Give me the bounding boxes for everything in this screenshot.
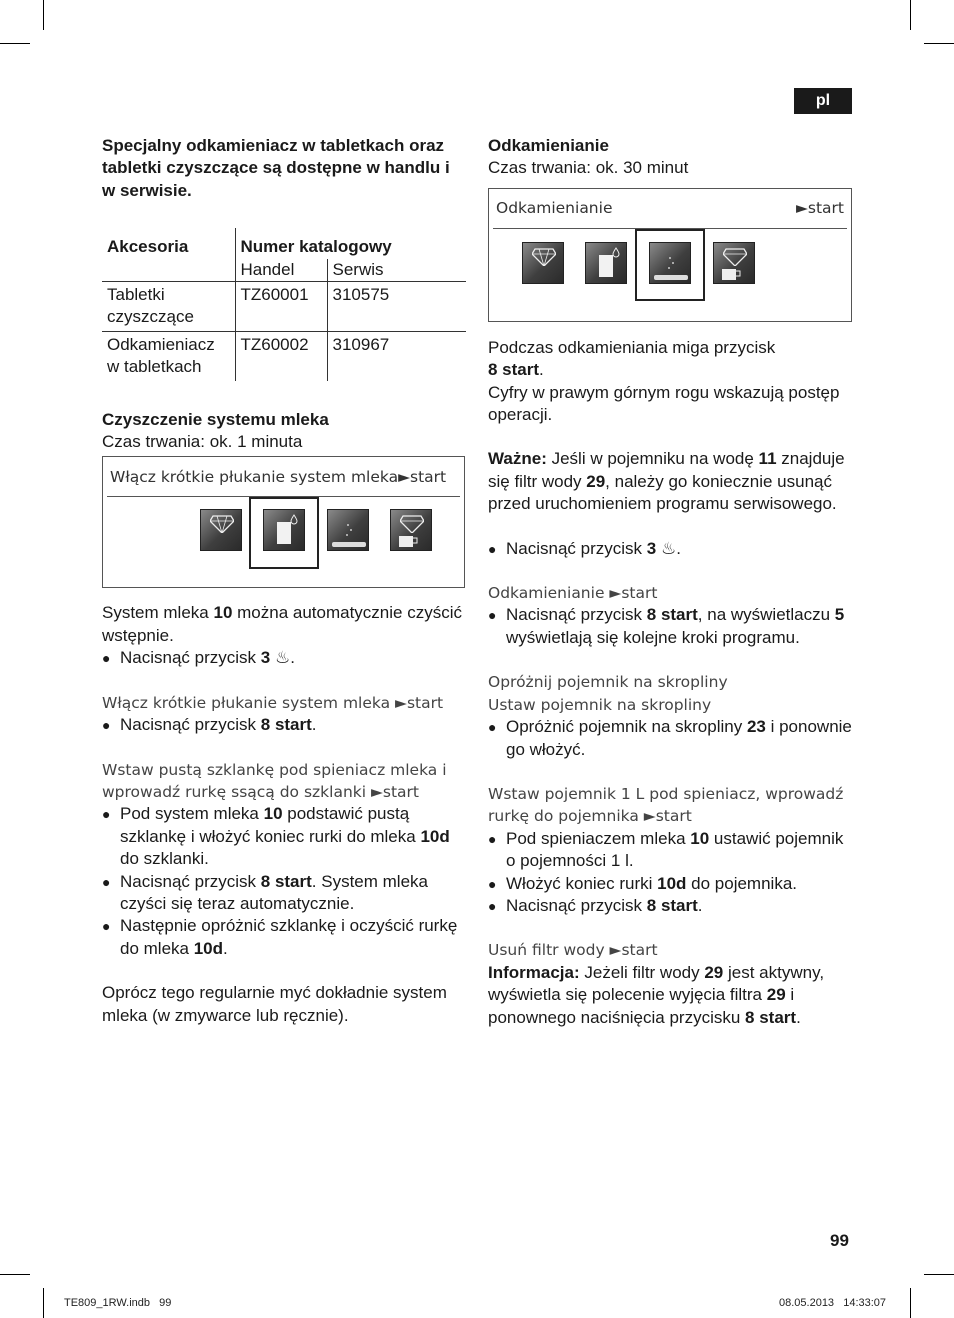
list-item: ● Nacisnąć przycisk 8 start. System mleka czyści się teraz automatycznie. bbox=[102, 871, 467, 916]
descale-icon bbox=[200, 509, 242, 551]
milk-glass-icon bbox=[263, 509, 305, 551]
progress-note: Cyfry w prawym górnym rogu wskazują postęp operacji. bbox=[488, 382, 840, 425]
crop-mark bbox=[43, 0, 44, 30]
table-subheader-serwis: Serwis bbox=[327, 259, 466, 282]
closing-paragraph: Oprócz tego regularnie myć dokładnie system mleka (w zmywarce lub ręcznie). bbox=[102, 983, 447, 1025]
diamond-cup-icon bbox=[390, 509, 432, 551]
list-item: ● Włożyć koniec rurki 10d do pojemnika. bbox=[488, 873, 853, 895]
panel-text: Odkamienianie bbox=[496, 199, 613, 218]
list-item: ● Nacisnąć przycisk 8 start. bbox=[488, 895, 853, 917]
milk-heading: Czyszczenie systemu mleka bbox=[102, 409, 329, 429]
list-item: ● Nacisnąć przycisk 3 ♨. bbox=[102, 647, 467, 669]
list-item: ● Nacisnąć przycisk 8 start. bbox=[102, 714, 467, 736]
crop-mark bbox=[43, 1288, 44, 1318]
descale-icon bbox=[522, 242, 564, 284]
info-note: Informacja: Jeżeli filtr wody 29 jest aktywny, wyświetla się polecenie wyjęcia filtra 29 i ponownego naciśnięcia przycisku 8 start. bbox=[488, 962, 825, 1027]
important-note: Ważne: Jeśli w pojemniku na wodę 11 znajduje się filtr wody 29, należy go koniecznie usunąć przed uruchomieniem programu serwisowego. bbox=[488, 449, 845, 514]
descale-heading: Odkamienianie bbox=[488, 136, 609, 155]
list-item: ● Pod spieniaczem mleka 10 ustawić pojemnik o pojemności 1 l. bbox=[488, 828, 853, 873]
intro-note: Specjalny odkamieniacz w tabletkach oraz tabletki czyszczące są dostępne w handlu i w serwisie. bbox=[102, 136, 450, 200]
page-number: 99 bbox=[830, 1231, 849, 1250]
row-handel: TZ60001 bbox=[235, 282, 327, 332]
descale-display-panel bbox=[488, 188, 852, 322]
row-name: Tabletki bbox=[107, 285, 165, 305]
list-item: ● Następnie opróżnić szklankę i oczyścić rurkę do mleka 10d. bbox=[102, 915, 467, 960]
left-column bbox=[102, 135, 467, 1027]
panel-start: ►start bbox=[398, 467, 447, 486]
row-name-cont: w tabletkach bbox=[107, 357, 202, 377]
milk-duration: Czas trwania: ok. 1 minuta bbox=[102, 432, 303, 452]
display-message: Usuń filtr wody ►start bbox=[488, 941, 658, 960]
descale-duration: Czas trwania: ok. 30 minut bbox=[488, 158, 689, 178]
display-message: Włącz krótkie płukanie system mleka ►start bbox=[102, 693, 444, 712]
display-message: Odkamienianie ►start bbox=[488, 584, 658, 603]
row-name-cont: czyszczące bbox=[107, 307, 194, 327]
table-subheader-handel: Handel bbox=[235, 259, 327, 282]
table-row bbox=[102, 282, 466, 332]
footer-file: TE809_1RW.indb 99 bbox=[64, 1297, 172, 1309]
row-handel: TZ60002 bbox=[235, 331, 327, 380]
milk-auto-text: System mleka 10 można automatycznie czyścić wstępnie. bbox=[102, 603, 462, 645]
row-name: Odkamieniacz bbox=[107, 334, 215, 354]
blink-note: Podczas odkamieniania miga przycisk 8 start. bbox=[488, 337, 776, 380]
accessories-table bbox=[102, 228, 466, 380]
right-column bbox=[488, 135, 853, 1029]
milk-glass-icon bbox=[585, 242, 627, 284]
row-serwis: 310967 bbox=[327, 331, 466, 380]
display-message: Wstaw pustą szklankę pod spieniacz mleka i wprowadź rurkę ssącą do szklanki ►start bbox=[102, 760, 447, 801]
table-header-catalog: Numer katalogowy bbox=[235, 228, 466, 258]
list-item: ● Nacisnąć przycisk 8 start, na wyświetlaczu 5 wyświetlają się kolejne kroki programu. bbox=[488, 604, 853, 649]
panel-start: ►start bbox=[795, 199, 844, 218]
milk-display-panel bbox=[102, 456, 465, 588]
crop-mark bbox=[0, 43, 30, 44]
list-item: ● Pod system mleka 10 podstawić pustą szklankę i włożyć koniec rurki do mleka 10d do szklanki. bbox=[102, 803, 467, 870]
language-tag: pl bbox=[794, 88, 852, 114]
crop-mark bbox=[924, 1274, 954, 1275]
diamond-cup-icon bbox=[713, 242, 755, 284]
list-item: ● Opróżnić pojemnik na skropliny 23 i ponownie go włożyć. bbox=[488, 716, 853, 761]
table-header-accessories: Akcesoria bbox=[107, 237, 189, 257]
crop-mark bbox=[924, 43, 954, 44]
list-item: ● Nacisnąć przycisk 3 ♨. bbox=[488, 538, 853, 560]
tray-icon bbox=[327, 509, 369, 551]
table-row bbox=[102, 331, 466, 380]
crop-mark bbox=[910, 1288, 911, 1318]
panel-text: Włącz krótkie płukanie system mleka bbox=[110, 467, 399, 486]
display-message: Ustaw pojemnik na skropliny bbox=[488, 695, 712, 714]
row-serwis: 310575 bbox=[327, 282, 466, 332]
display-message: Opróżnij pojemnik na skropliny bbox=[488, 673, 728, 692]
display-message: Wstaw pojemnik 1 L pod spieniacz, wprowadź rurkę do pojemnika ►start bbox=[488, 784, 844, 826]
crop-mark bbox=[0, 1274, 30, 1275]
footer-date: 08.05.2013 14:33:07 bbox=[779, 1297, 887, 1309]
tray-icon bbox=[649, 242, 691, 284]
crop-mark bbox=[910, 0, 911, 30]
